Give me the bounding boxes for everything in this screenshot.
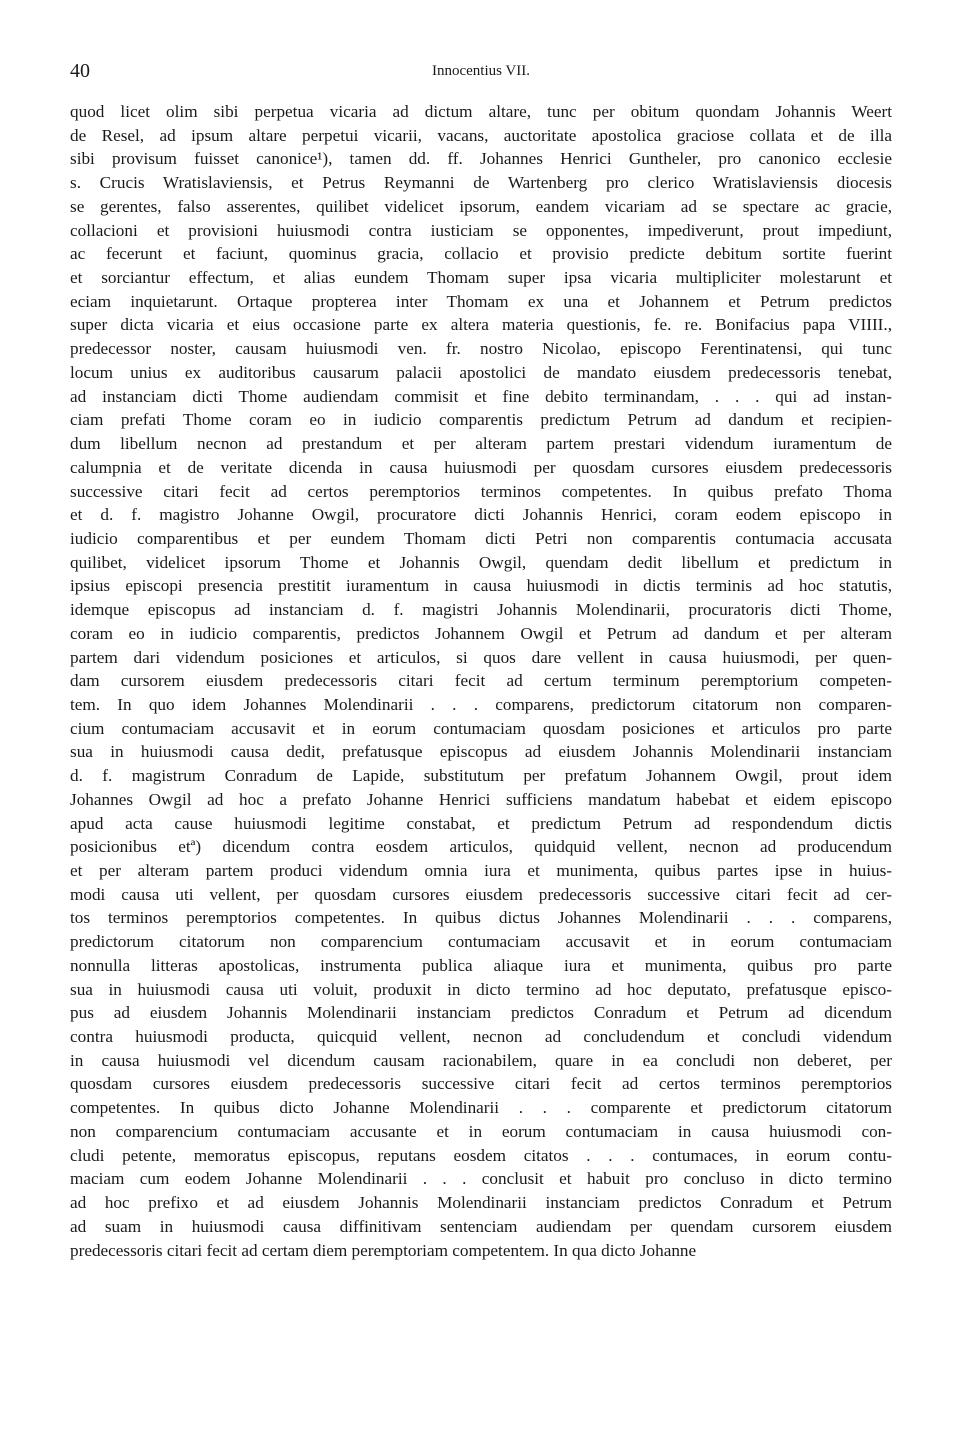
text-line: iudicio comparentibus et per eundem Thomam dicti Petri non comparentis contumacia accusata bbox=[70, 528, 892, 548]
text-line: quilibet, videlicet ipsorum Thome et Johannis Owgil, quendam dedit libellum et predictum in bbox=[70, 552, 892, 572]
text-line: apud acta cause huiusmodi legitime constabat, et predictum Petrum ad respondendum dictis bbox=[70, 813, 892, 833]
text-line: calumpnia et de veritate dicenda in causa huiusmodi per quosdam cursores eiusdem predecessoris bbox=[70, 457, 892, 477]
text-line: collacioni et provisioni huiusmodi contra iusticiam se opponentes, impediverunt, prout impediunt, bbox=[70, 220, 892, 240]
text-line: et per alteram partem produci videndum omnia iura et munimenta, quibus partes ipse in huius- bbox=[70, 861, 892, 880]
text-line: d. f. magistrum Conradum de Lapide, substitutum per prefatum Johannem Owgil, prout idem bbox=[70, 766, 892, 786]
text-line: sua in huiusmodi causa uti voluit, produxit in dicto termino ad hoc deputato, prefatusque episco- bbox=[70, 979, 892, 999]
text-line: nonnulla litteras apostolicas, instrumenta publica aliaque iura et munimenta, quibus pro parte bbox=[70, 955, 892, 975]
text-line: ipsius episcopi presencia prestitit iuramentum in causa huiusmodi in dictis terminis ad hoc statutis, bbox=[70, 576, 892, 596]
text-line: cium contumaciam accusavit et in eorum contumaciam quosdam posiciones et articulos pro parte bbox=[70, 718, 892, 738]
running-title: Innocentius VII. bbox=[431, 63, 531, 79]
text-line: eciam inquietarunt. Ortaque propterea inter Thomam ex una et Johannem et Petrum predictos bbox=[70, 291, 892, 311]
text-line: predecessor noster, causam huiusmodi ven. fr. nostro Nicolao, episcopo Ferentinatensi, qui tunc bbox=[70, 339, 892, 359]
text-line: competentes. In quibus dicto Johanne Molendinarii . . . comparente et predictorum citatorum bbox=[70, 1098, 892, 1118]
text-line: sibi provisum fuisset canonice¹), tamen dd. ff. Johannes Henrici Guntheler, pro canonico ecclesie bbox=[70, 149, 892, 169]
text-line: quosdam cursores eiusdem predecessoris successive citari fecit ad certos terminos peremptorios bbox=[70, 1074, 892, 1094]
text-line: ad instanciam dicti Thome audiendam commisit et fine debito terminandam, . . . qui ad instan- bbox=[70, 386, 892, 406]
text-line: et d. f. magistro Johanne Owgil, procuratore dicti Johannis Henrici, coram eodem episcopo in bbox=[70, 505, 892, 525]
page-number: 40 bbox=[70, 60, 90, 82]
text-line: predictorum citatorum non comparencium contumaciam accusavit et in eorum contumaciam bbox=[70, 932, 892, 952]
text-line: predecessoris citari fecit ad certam diem peremptoriam competentem. In qua dicto Johanne bbox=[70, 1240, 697, 1260]
text-line: se gerentes, falso asserentes, quilibet videlicet ipsorum, eandem vicariam ad se spectare ac gracie, bbox=[70, 196, 892, 216]
text-line: ad suam in huiusmodi causa diffinitivam sentenciam audiendam per quendam cursorem eiusdem bbox=[70, 1216, 892, 1236]
text-line: quod licet olim sibi perpetua vicaria ad dictum altare, tunc per obitum quondam Johannis Weert bbox=[70, 102, 892, 121]
running-head bbox=[70, 58, 892, 84]
text-line: sua in huiusmodi causa dedit, prefatusque episcopus ad eiusdem Johannis Molendinarii instanciam bbox=[70, 742, 892, 762]
text-line: coram eo in iudicio comparentis, predictos Johannem Owgil et Petrum ad dandum et per alteram bbox=[70, 623, 892, 643]
text-line: maciam cum eodem Johanne Molendinarii . . . conclusit et habuit pro concluso in dicto termino bbox=[70, 1169, 892, 1189]
text-line: cludi petente, memoratus episcopus, reputans eosdem citatos . . . contumaces, in eorum contu- bbox=[70, 1145, 892, 1165]
text-line: s. Crucis Wratislaviensis, et Petrus Reymanni de Wartenberg pro clerico Wratislaviensis diocesis bbox=[70, 173, 892, 193]
text-line: posicionibus etª) dicendum contra eosdem articulos, quidquid vellent, necnon ad producendum bbox=[70, 837, 892, 857]
text-line: tos terminos peremptorios competentes. In quibus dictus Johannes Molendinarii . . . comparens, bbox=[70, 908, 892, 928]
text-line: modi causa uti vellent, per quosdam cursores eiusdem predecessoris successive citari fecit ad cer- bbox=[70, 884, 892, 904]
text-line: non comparencium contumaciam accusante et in eorum contumaciam in causa huiusmodi con- bbox=[70, 1121, 892, 1141]
text-line: de Resel, ad ipsum altare perpetui vicarii, vacans, auctoritate apostolica graciose collata et de illa bbox=[70, 125, 892, 145]
text-line: dum libellum necnon ad prestandum et per alteram partem prestari videndum iuramentum de bbox=[70, 434, 892, 454]
text-line: contra huiusmodi producta, quicquid vellent, necnon ad concludendum et concludi videndum bbox=[70, 1027, 892, 1047]
main-text-block bbox=[70, 100, 892, 1262]
text-line: ad hoc prefixo et ad eiusdem Johannis Molendinarii instanciam predictos Conradum et Petrum bbox=[70, 1193, 892, 1213]
text-line: dam cursorem eiusdem predecessoris citari fecit ad certum terminum peremptorium competen- bbox=[70, 671, 892, 691]
text-line: pus ad eiusdem Johannis Molendinarii instanciam predictos Conradum et Petrum ad dicendum bbox=[70, 1003, 892, 1023]
text-line: partem dari videndum posiciones et articulos, si quos dare vellent in causa huiusmodi, per quen- bbox=[70, 647, 892, 667]
text-line: idemque episcopus ad instanciam d. f. magistri Johannis Molendinarii, procuratoris dicti Thome, bbox=[70, 600, 892, 620]
text-line: Johannes Owgil ad hoc a prefato Johanne Henrici sufficiens mandatum habebat et eidem episcopo bbox=[70, 789, 892, 809]
text-line: super dicta vicaria et eius occasione parte ex altera materia questionis, fe. re. Bonifacius papa VIIII., bbox=[70, 315, 892, 335]
text-line: in causa huiusmodi vel dicendum causam racionabilem, quare in ea concludi non deberet, per bbox=[70, 1050, 892, 1070]
text-line: et sorciantur effectum, et alias eundem Thomam super ipsa vicaria multipliciter molestarunt et bbox=[70, 268, 892, 288]
text-line: successive citari fecit ad certos peremptorios terminos competentes. In quibus prefato Thoma bbox=[70, 481, 892, 501]
text-line: locum unius ex auditoribus causarum palacii apostolici de mandato eiusdem predecessoris tenebat, bbox=[70, 362, 892, 382]
text-line: tem. In quo idem Johannes Molendinarii . . . comparens, predictorum citatorum non comparen- bbox=[70, 694, 892, 714]
text-line: ac fecerunt et faciunt, quominus gracia, collacio et provisio predicte debitum sortite fuerint bbox=[70, 244, 892, 264]
text-line: ciam prefati Thome coram eo in iudicio comparentis predictum Petrum ad dandum et recipien- bbox=[70, 410, 892, 430]
